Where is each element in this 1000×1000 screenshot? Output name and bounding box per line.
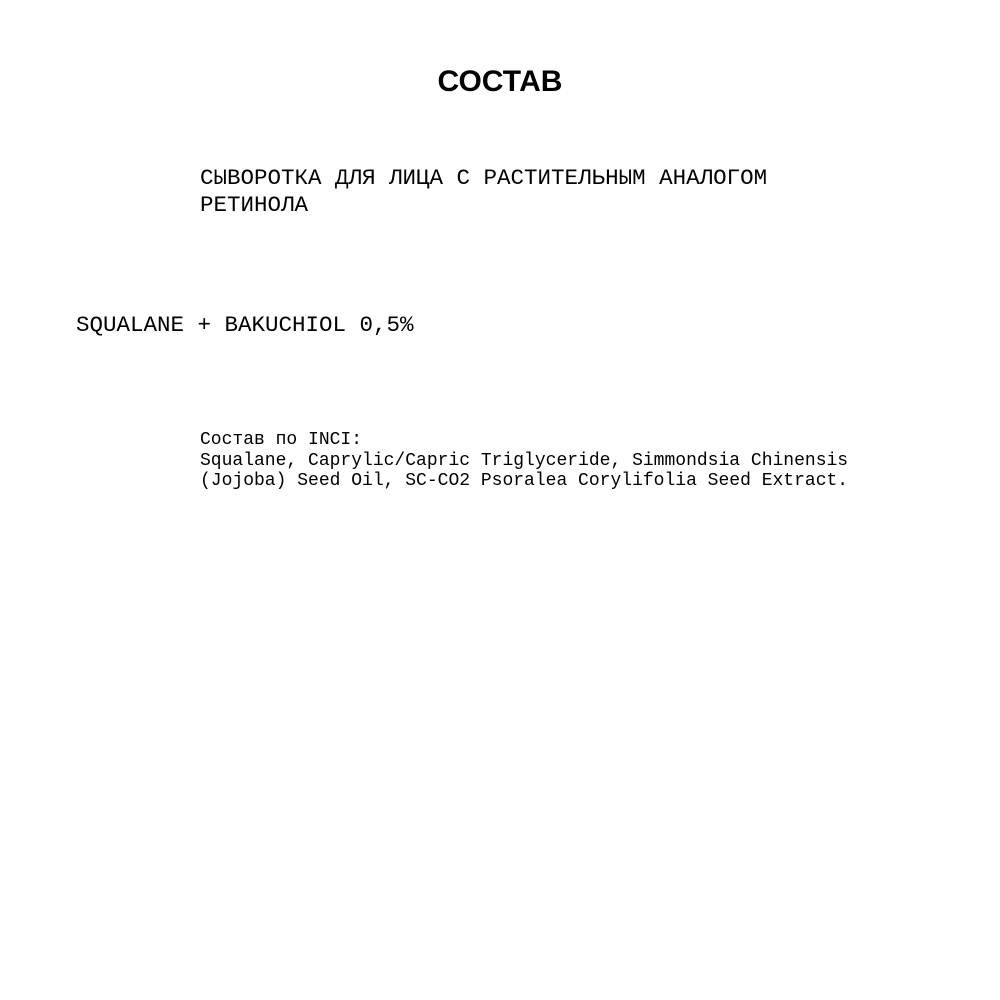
inci-ingredients-line: (Jojoba) Seed Oil, SC-CO2 Psoralea Corylifolia Seed Extract. [200,471,849,491]
product-name [200,165,860,219]
inci-label: Состав по INCI: [200,430,363,450]
inci-composition [200,430,900,492]
inci-ingredients-line: Squalane, Caprylic/Capric Triglyceride, Simmondsia Chinensis [200,450,849,471]
page-title: СОСТАВ [437,65,563,98]
product-formula: SQUALANE + BAKUCHIOL 0,5% [76,312,414,338]
product-name-line: РЕТИНОЛА [200,192,309,218]
product-name-line: СЫВОРОТКА ДЛЯ ЛИЦА С РАСТИТЕЛЬНЫМ АНАЛОГОМ [200,165,768,191]
